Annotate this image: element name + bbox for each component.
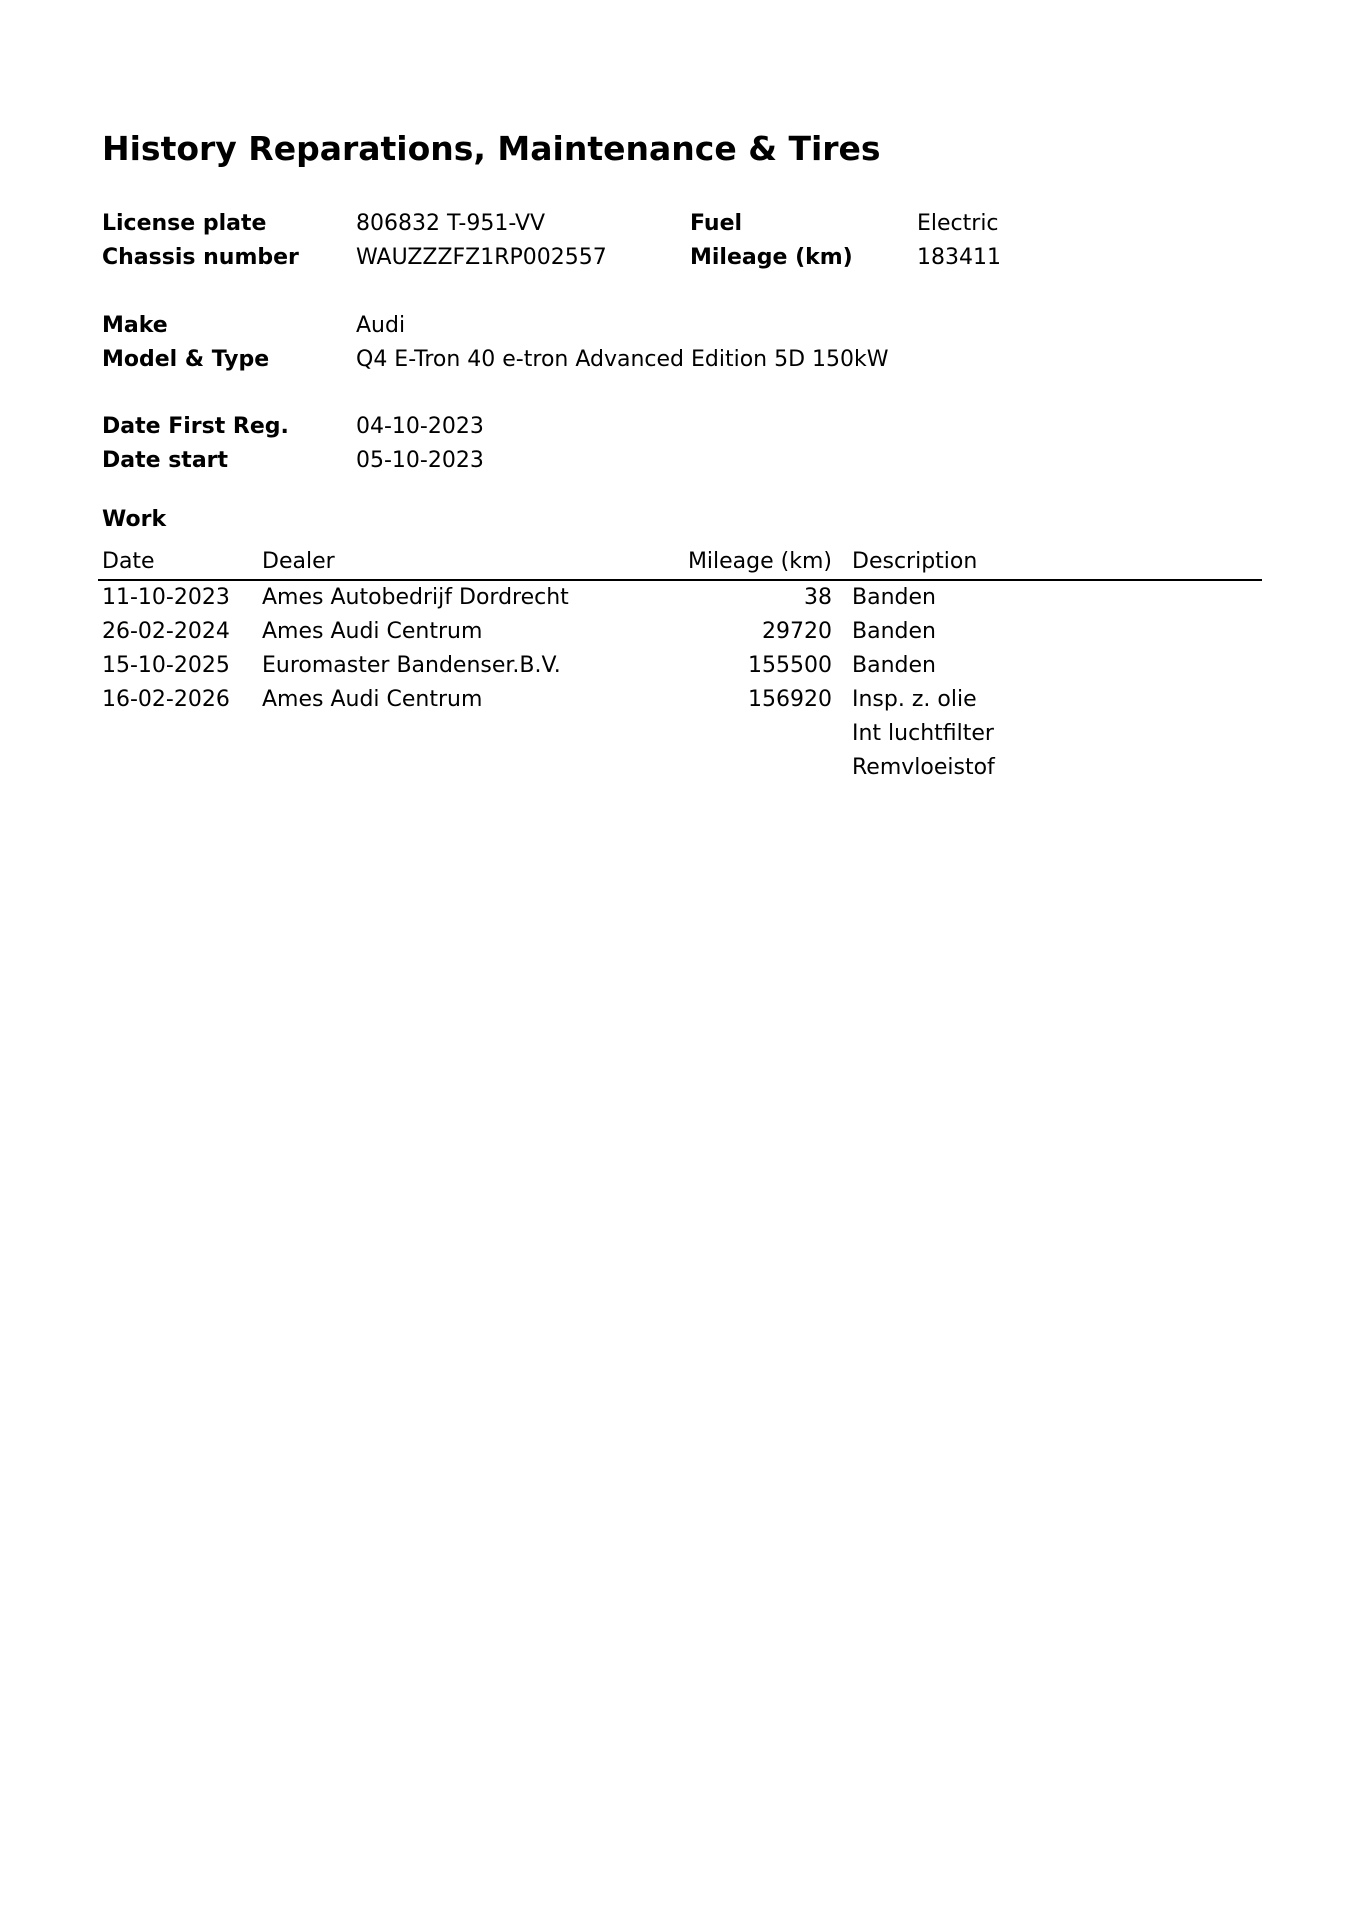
row-mileage: 29720 [762, 619, 832, 644]
model-type-label: Model & Type [102, 347, 270, 372]
column-header-dealer: Dealer [262, 549, 335, 574]
chassis-number-value: WAUZZZFZ1RP002557 [356, 245, 607, 270]
row-description-list [852, 615, 936, 649]
row-description-list [852, 581, 936, 615]
row-description: Banden [852, 619, 936, 644]
model-type-value: Q4 E-Tron 40 e-tron Advanced Edition 5D 150kW [356, 347, 889, 372]
row-description-list [852, 683, 995, 785]
mileage-label: Mileage (km) [690, 245, 853, 270]
date-first-reg-label: Date First Reg. [102, 414, 289, 439]
row-description: Remvloeistof [852, 755, 995, 780]
make-label: Make [102, 313, 168, 338]
work-table-header [98, 545, 1262, 581]
fuel-value: Electric [917, 211, 999, 236]
column-header-description: Description [852, 549, 978, 574]
license-plate-label: License plate [102, 211, 267, 236]
row-mileage: 155500 [748, 653, 832, 678]
row-dealer: Euromaster Bandenser.B.V. [262, 653, 561, 678]
chassis-number-label: Chassis number [102, 245, 299, 270]
row-dealer: Ames Audi Centrum [262, 687, 483, 712]
table-row [98, 649, 1262, 683]
row-dealer: Ames Audi Centrum [262, 619, 483, 644]
date-first-reg-value: 04-10-2023 [356, 414, 484, 439]
date-start-value: 05-10-2023 [356, 448, 484, 473]
row-description: Banden [852, 653, 936, 678]
row-description: Int luchtfilter [852, 721, 994, 746]
work-table [98, 545, 1262, 785]
mileage-value: 183411 [917, 245, 1001, 270]
row-description-list [852, 649, 936, 683]
row-date: 11-10-2023 [102, 585, 230, 610]
row-mileage: 38 [804, 585, 832, 610]
fuel-label: Fuel [690, 211, 743, 236]
row-description: Insp. z. olie [852, 687, 977, 712]
column-header-date: Date [102, 549, 155, 574]
table-row [98, 581, 1262, 615]
work-heading: Work [102, 507, 167, 532]
row-date: 15-10-2025 [102, 653, 230, 678]
row-dealer: Ames Autobedrijf Dordrecht [262, 585, 569, 610]
table-row [98, 615, 1262, 649]
row-description: Banden [852, 585, 936, 610]
date-start-label: Date start [102, 448, 229, 473]
table-row [98, 683, 1262, 785]
row-date: 26-02-2024 [102, 619, 230, 644]
column-header-mileage: Mileage (km) [687, 549, 832, 574]
work-table-body [98, 581, 1262, 785]
page-title: History Reparations, Maintenance & Tires [102, 129, 881, 168]
make-value: Audi [356, 313, 406, 338]
row-date: 16-02-2026 [102, 687, 230, 712]
row-mileage: 156920 [748, 687, 832, 712]
license-plate-value: 806832 T-951-VV [356, 211, 546, 236]
